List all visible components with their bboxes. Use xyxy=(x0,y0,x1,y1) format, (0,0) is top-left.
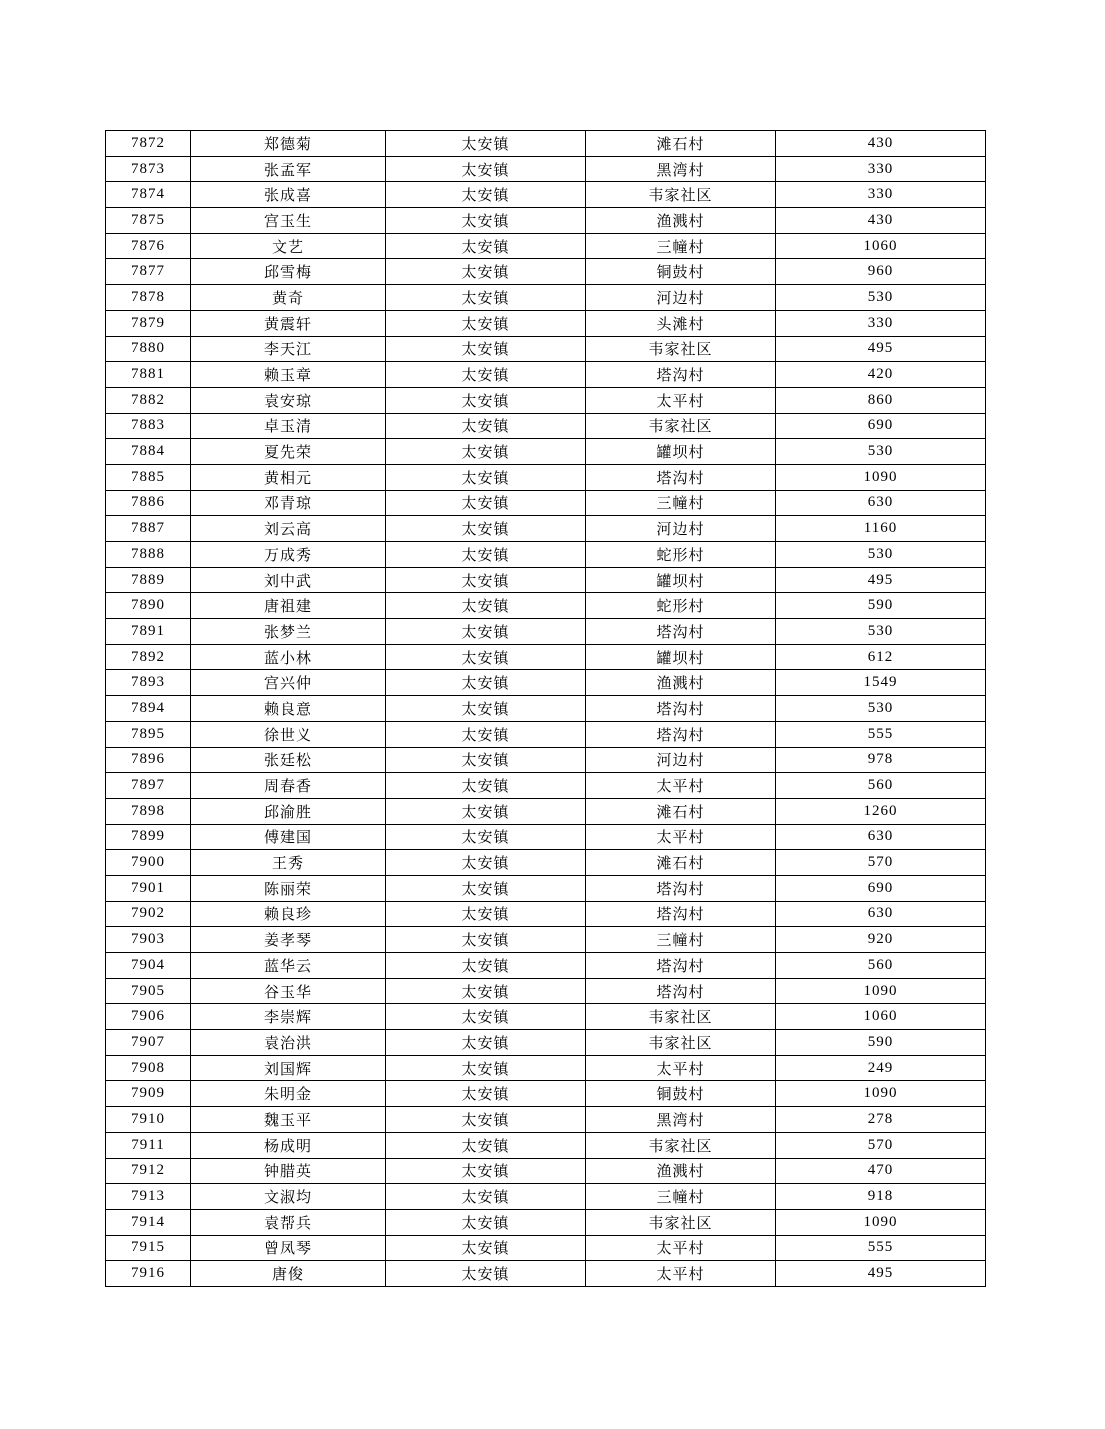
table-row xyxy=(106,362,986,388)
table-row xyxy=(106,1055,986,1081)
table-row xyxy=(106,1158,986,1184)
cell-name: 文艺 xyxy=(191,233,386,259)
cell-id: 7885 xyxy=(106,464,191,490)
cell-town: 太安镇 xyxy=(386,542,586,568)
cell-name: 袁治洪 xyxy=(191,1030,386,1056)
cell-village: 蛇形村 xyxy=(586,542,776,568)
table-row xyxy=(106,233,986,259)
cell-village: 罐坝村 xyxy=(586,644,776,670)
cell-village: 塔沟村 xyxy=(586,721,776,747)
cell-id: 7873 xyxy=(106,156,191,182)
cell-id: 7876 xyxy=(106,233,191,259)
cell-id: 7909 xyxy=(106,1081,191,1107)
cell-village: 塔沟村 xyxy=(586,901,776,927)
cell-id: 7908 xyxy=(106,1055,191,1081)
table-row xyxy=(106,953,986,979)
table-row xyxy=(106,696,986,722)
cell-id: 7893 xyxy=(106,670,191,696)
cell-village: 太平村 xyxy=(586,1235,776,1261)
table-row xyxy=(106,875,986,901)
cell-village: 滩石村 xyxy=(586,131,776,157)
cell-village: 黑湾村 xyxy=(586,156,776,182)
cell-name: 黄震轩 xyxy=(191,310,386,336)
cell-id: 7903 xyxy=(106,927,191,953)
cell-id: 7900 xyxy=(106,850,191,876)
cell-amount: 420 xyxy=(776,362,986,388)
cell-amount: 555 xyxy=(776,1235,986,1261)
cell-name: 黄相元 xyxy=(191,464,386,490)
cell-amount: 530 xyxy=(776,542,986,568)
cell-amount: 918 xyxy=(776,1184,986,1210)
cell-town: 太安镇 xyxy=(386,875,586,901)
cell-town: 太安镇 xyxy=(386,644,586,670)
cell-id: 7882 xyxy=(106,387,191,413)
cell-village: 韦家社区 xyxy=(586,336,776,362)
cell-amount: 630 xyxy=(776,824,986,850)
cell-name: 郑德菊 xyxy=(191,131,386,157)
cell-amount: 555 xyxy=(776,721,986,747)
cell-village: 滩石村 xyxy=(586,850,776,876)
table-row xyxy=(106,490,986,516)
cell-town: 太安镇 xyxy=(386,156,586,182)
table-row xyxy=(106,1209,986,1235)
table-row xyxy=(106,850,986,876)
cell-id: 7906 xyxy=(106,1004,191,1030)
cell-name: 文淑均 xyxy=(191,1184,386,1210)
cell-name: 宫玉生 xyxy=(191,208,386,234)
cell-name: 钟腊英 xyxy=(191,1158,386,1184)
table-row xyxy=(106,798,986,824)
cell-town: 太安镇 xyxy=(386,953,586,979)
cell-id: 7877 xyxy=(106,259,191,285)
table-row xyxy=(106,1132,986,1158)
cell-id: 7899 xyxy=(106,824,191,850)
cell-id: 7872 xyxy=(106,131,191,157)
cell-town: 太安镇 xyxy=(386,310,586,336)
cell-id: 7902 xyxy=(106,901,191,927)
cell-amount: 330 xyxy=(776,310,986,336)
cell-amount: 430 xyxy=(776,208,986,234)
cell-id: 7916 xyxy=(106,1261,191,1287)
cell-town: 太安镇 xyxy=(386,1158,586,1184)
cell-town: 太安镇 xyxy=(386,1004,586,1030)
cell-town: 太安镇 xyxy=(386,1107,586,1133)
table-row xyxy=(106,464,986,490)
cell-town: 太安镇 xyxy=(386,824,586,850)
cell-town: 太安镇 xyxy=(386,1081,586,1107)
cell-name: 朱明金 xyxy=(191,1081,386,1107)
cell-amount: 612 xyxy=(776,644,986,670)
cell-town: 太安镇 xyxy=(386,1235,586,1261)
cell-town: 太安镇 xyxy=(386,747,586,773)
cell-amount: 960 xyxy=(776,259,986,285)
cell-village: 渔溅村 xyxy=(586,670,776,696)
cell-amount: 590 xyxy=(776,1030,986,1056)
cell-town: 太安镇 xyxy=(386,464,586,490)
cell-village: 罐坝村 xyxy=(586,567,776,593)
cell-town: 太安镇 xyxy=(386,670,586,696)
cell-amount: 249 xyxy=(776,1055,986,1081)
table-row xyxy=(106,1107,986,1133)
cell-amount: 630 xyxy=(776,490,986,516)
cell-village: 韦家社区 xyxy=(586,1030,776,1056)
cell-amount: 1549 xyxy=(776,670,986,696)
cell-id: 7887 xyxy=(106,516,191,542)
cell-name: 黄奇 xyxy=(191,285,386,311)
cell-id: 7891 xyxy=(106,619,191,645)
cell-name: 邱渝胜 xyxy=(191,798,386,824)
table-row xyxy=(106,927,986,953)
cell-amount: 1060 xyxy=(776,1004,986,1030)
cell-name: 曾凤琴 xyxy=(191,1235,386,1261)
cell-name: 宫兴仲 xyxy=(191,670,386,696)
cell-village: 塔沟村 xyxy=(586,696,776,722)
cell-id: 7907 xyxy=(106,1030,191,1056)
cell-name: 张梦兰 xyxy=(191,619,386,645)
cell-village: 塔沟村 xyxy=(586,619,776,645)
cell-village: 太平村 xyxy=(586,387,776,413)
cell-village: 塔沟村 xyxy=(586,464,776,490)
cell-name: 赖良珍 xyxy=(191,901,386,927)
cell-id: 7896 xyxy=(106,747,191,773)
cell-town: 太安镇 xyxy=(386,773,586,799)
cell-id: 7914 xyxy=(106,1209,191,1235)
cell-town: 太安镇 xyxy=(386,978,586,1004)
cell-id: 7901 xyxy=(106,875,191,901)
cell-id: 7892 xyxy=(106,644,191,670)
cell-village: 塔沟村 xyxy=(586,362,776,388)
cell-id: 7904 xyxy=(106,953,191,979)
cell-town: 太安镇 xyxy=(386,182,586,208)
cell-town: 太安镇 xyxy=(386,1209,586,1235)
cell-amount: 690 xyxy=(776,875,986,901)
cell-village: 塔沟村 xyxy=(586,875,776,901)
cell-village: 河边村 xyxy=(586,747,776,773)
table-row xyxy=(106,387,986,413)
table-row xyxy=(106,978,986,1004)
cell-id: 7910 xyxy=(106,1107,191,1133)
cell-town: 太安镇 xyxy=(386,1132,586,1158)
cell-village: 滩石村 xyxy=(586,798,776,824)
cell-name: 徐世义 xyxy=(191,721,386,747)
cell-town: 太安镇 xyxy=(386,413,586,439)
cell-town: 太安镇 xyxy=(386,798,586,824)
cell-town: 太安镇 xyxy=(386,721,586,747)
cell-town: 太安镇 xyxy=(386,259,586,285)
cell-name: 蓝小林 xyxy=(191,644,386,670)
cell-id: 7889 xyxy=(106,567,191,593)
cell-town: 太安镇 xyxy=(386,1184,586,1210)
cell-id: 7881 xyxy=(106,362,191,388)
cell-name: 赖良意 xyxy=(191,696,386,722)
cell-amount: 560 xyxy=(776,953,986,979)
table-row xyxy=(106,336,986,362)
table-row xyxy=(106,1261,986,1287)
cell-village: 河边村 xyxy=(586,285,776,311)
table-row xyxy=(106,516,986,542)
cell-id: 7880 xyxy=(106,336,191,362)
table-row xyxy=(106,1030,986,1056)
table-row xyxy=(106,156,986,182)
cell-id: 7911 xyxy=(106,1132,191,1158)
cell-id: 7912 xyxy=(106,1158,191,1184)
cell-town: 太安镇 xyxy=(386,439,586,465)
cell-id: 7878 xyxy=(106,285,191,311)
table-row xyxy=(106,1081,986,1107)
cell-town: 太安镇 xyxy=(386,1055,586,1081)
cell-amount: 978 xyxy=(776,747,986,773)
cell-id: 7879 xyxy=(106,310,191,336)
cell-amount: 920 xyxy=(776,927,986,953)
cell-amount: 1090 xyxy=(776,464,986,490)
table-row xyxy=(106,208,986,234)
cell-village: 三幢村 xyxy=(586,490,776,516)
cell-amount: 560 xyxy=(776,773,986,799)
table-row xyxy=(106,131,986,157)
cell-amount: 1160 xyxy=(776,516,986,542)
cell-town: 太安镇 xyxy=(386,696,586,722)
cell-town: 太安镇 xyxy=(386,619,586,645)
cell-town: 太安镇 xyxy=(386,490,586,516)
table-row xyxy=(106,310,986,336)
table-row xyxy=(106,567,986,593)
cell-name: 邓青琼 xyxy=(191,490,386,516)
cell-id: 7875 xyxy=(106,208,191,234)
cell-village: 韦家社区 xyxy=(586,1132,776,1158)
table-row xyxy=(106,593,986,619)
cell-name: 唐俊 xyxy=(191,1261,386,1287)
cell-village: 渔溅村 xyxy=(586,1158,776,1184)
cell-id: 7884 xyxy=(106,439,191,465)
cell-amount: 690 xyxy=(776,413,986,439)
cell-name: 李天江 xyxy=(191,336,386,362)
cell-amount: 430 xyxy=(776,131,986,157)
cell-village: 三幢村 xyxy=(586,1184,776,1210)
cell-village: 蛇形村 xyxy=(586,593,776,619)
cell-village: 韦家社区 xyxy=(586,1004,776,1030)
table-row xyxy=(106,439,986,465)
cell-town: 太安镇 xyxy=(386,850,586,876)
cell-id: 7888 xyxy=(106,542,191,568)
cell-village: 河边村 xyxy=(586,516,776,542)
table-row xyxy=(106,773,986,799)
cell-name: 卓玉清 xyxy=(191,413,386,439)
cell-name: 杨成明 xyxy=(191,1132,386,1158)
table-row xyxy=(106,747,986,773)
cell-town: 太安镇 xyxy=(386,1261,586,1287)
cell-name: 周春香 xyxy=(191,773,386,799)
cell-name: 魏玉平 xyxy=(191,1107,386,1133)
table-row xyxy=(106,721,986,747)
table-row xyxy=(106,542,986,568)
cell-name: 袁帮兵 xyxy=(191,1209,386,1235)
cell-name: 傅建国 xyxy=(191,824,386,850)
cell-town: 太安镇 xyxy=(386,362,586,388)
cell-name: 谷玉华 xyxy=(191,978,386,1004)
cell-amount: 530 xyxy=(776,285,986,311)
cell-name: 蓝华云 xyxy=(191,953,386,979)
cell-amount: 630 xyxy=(776,901,986,927)
cell-name: 张孟军 xyxy=(191,156,386,182)
cell-village: 铜鼓村 xyxy=(586,1081,776,1107)
cell-amount: 1090 xyxy=(776,1209,986,1235)
cell-town: 太安镇 xyxy=(386,593,586,619)
cell-name: 刘国辉 xyxy=(191,1055,386,1081)
cell-amount: 495 xyxy=(776,567,986,593)
cell-id: 7874 xyxy=(106,182,191,208)
cell-amount: 330 xyxy=(776,156,986,182)
table-row xyxy=(106,644,986,670)
cell-amount: 1260 xyxy=(776,798,986,824)
cell-id: 7883 xyxy=(106,413,191,439)
cell-amount: 590 xyxy=(776,593,986,619)
cell-village: 太平村 xyxy=(586,1261,776,1287)
roster-table-body xyxy=(106,131,986,1287)
cell-town: 太安镇 xyxy=(386,285,586,311)
cell-amount: 860 xyxy=(776,387,986,413)
cell-amount: 1060 xyxy=(776,233,986,259)
table-row xyxy=(106,1184,986,1210)
cell-village: 韦家社区 xyxy=(586,1209,776,1235)
cell-town: 太安镇 xyxy=(386,208,586,234)
cell-amount: 530 xyxy=(776,619,986,645)
cell-name: 邱雪梅 xyxy=(191,259,386,285)
cell-village: 铜鼓村 xyxy=(586,259,776,285)
cell-amount: 330 xyxy=(776,182,986,208)
cell-id: 7890 xyxy=(106,593,191,619)
cell-town: 太安镇 xyxy=(386,233,586,259)
table-row xyxy=(106,824,986,850)
cell-village: 韦家社区 xyxy=(586,182,776,208)
cell-town: 太安镇 xyxy=(386,387,586,413)
cell-town: 太安镇 xyxy=(386,516,586,542)
cell-amount: 495 xyxy=(776,1261,986,1287)
table-row xyxy=(106,619,986,645)
table-row xyxy=(106,182,986,208)
cell-id: 7898 xyxy=(106,798,191,824)
cell-name: 赖玉章 xyxy=(191,362,386,388)
cell-name: 夏先荣 xyxy=(191,439,386,465)
cell-village: 黑湾村 xyxy=(586,1107,776,1133)
cell-village: 韦家社区 xyxy=(586,413,776,439)
table-row xyxy=(106,413,986,439)
cell-town: 太安镇 xyxy=(386,1030,586,1056)
table-row xyxy=(106,285,986,311)
cell-village: 三幢村 xyxy=(586,233,776,259)
table-row xyxy=(106,1235,986,1261)
cell-amount: 278 xyxy=(776,1107,986,1133)
cell-name: 唐祖建 xyxy=(191,593,386,619)
document-page xyxy=(105,130,985,1287)
cell-town: 太安镇 xyxy=(386,927,586,953)
cell-name: 万成秀 xyxy=(191,542,386,568)
cell-id: 7895 xyxy=(106,721,191,747)
cell-village: 太平村 xyxy=(586,773,776,799)
cell-name: 李崇辉 xyxy=(191,1004,386,1030)
cell-village: 渔溅村 xyxy=(586,208,776,234)
cell-amount: 570 xyxy=(776,1132,986,1158)
cell-id: 7886 xyxy=(106,490,191,516)
cell-name: 刘中武 xyxy=(191,567,386,593)
cell-amount: 530 xyxy=(776,696,986,722)
cell-name: 刘云高 xyxy=(191,516,386,542)
cell-amount: 1090 xyxy=(776,978,986,1004)
table-row xyxy=(106,259,986,285)
cell-village: 太平村 xyxy=(586,1055,776,1081)
roster-table xyxy=(105,130,986,1287)
cell-village: 罐坝村 xyxy=(586,439,776,465)
cell-amount: 1090 xyxy=(776,1081,986,1107)
cell-name: 陈丽荣 xyxy=(191,875,386,901)
cell-id: 7894 xyxy=(106,696,191,722)
cell-amount: 530 xyxy=(776,439,986,465)
cell-town: 太安镇 xyxy=(386,336,586,362)
cell-village: 头滩村 xyxy=(586,310,776,336)
cell-name: 王秀 xyxy=(191,850,386,876)
cell-id: 7897 xyxy=(106,773,191,799)
cell-name: 张成喜 xyxy=(191,182,386,208)
cell-id: 7913 xyxy=(106,1184,191,1210)
cell-town: 太安镇 xyxy=(386,131,586,157)
cell-village: 三幢村 xyxy=(586,927,776,953)
cell-town: 太安镇 xyxy=(386,901,586,927)
cell-village: 太平村 xyxy=(586,824,776,850)
cell-amount: 570 xyxy=(776,850,986,876)
cell-id: 7905 xyxy=(106,978,191,1004)
cell-id: 7915 xyxy=(106,1235,191,1261)
cell-amount: 495 xyxy=(776,336,986,362)
cell-town: 太安镇 xyxy=(386,567,586,593)
table-row xyxy=(106,670,986,696)
cell-amount: 470 xyxy=(776,1158,986,1184)
table-row xyxy=(106,901,986,927)
cell-name: 姜孝琴 xyxy=(191,927,386,953)
table-row xyxy=(106,1004,986,1030)
cell-village: 塔沟村 xyxy=(586,953,776,979)
cell-name: 袁安琼 xyxy=(191,387,386,413)
cell-name: 张廷松 xyxy=(191,747,386,773)
cell-village: 塔沟村 xyxy=(586,978,776,1004)
